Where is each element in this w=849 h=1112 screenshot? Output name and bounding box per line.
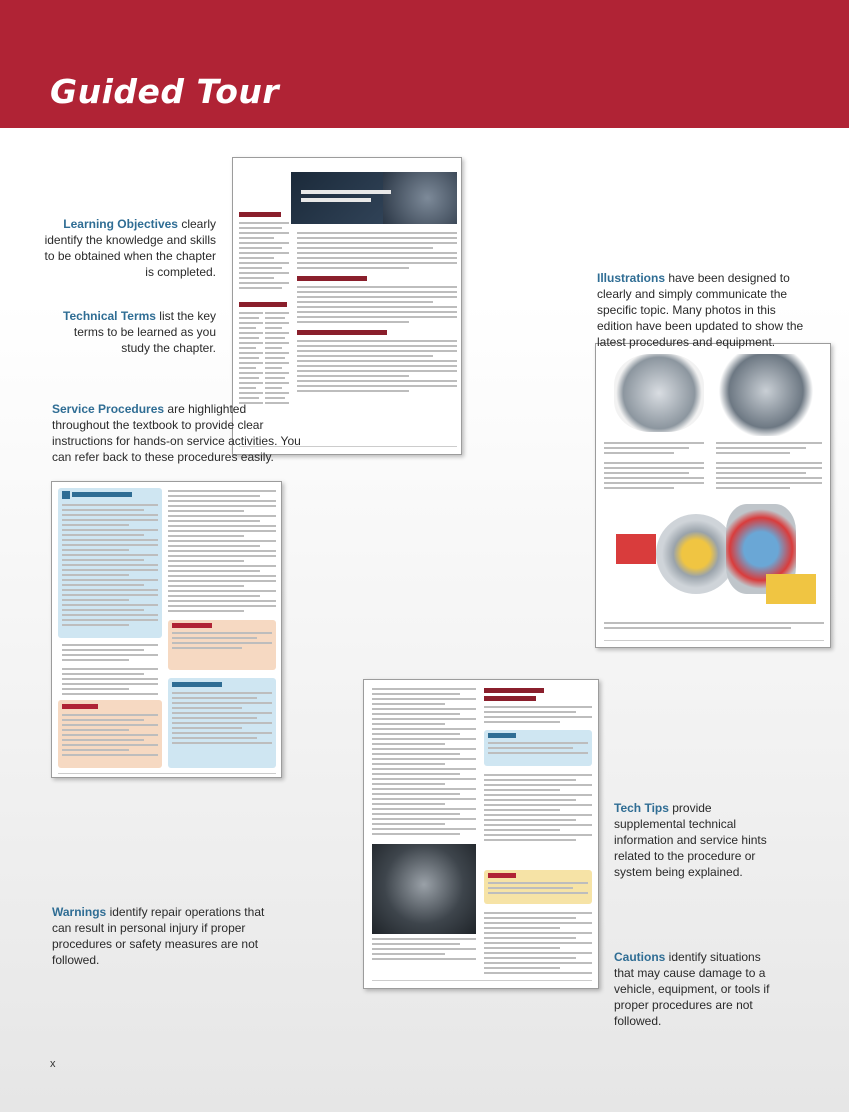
learning-objectives-term: Learning Objectives — [63, 217, 178, 231]
learning-objectives-text: clearly identify the knowledge and skills to be obtained when the chapter is completed. — [44, 217, 216, 279]
cautions-term: Cautions — [614, 950, 666, 964]
learning-objectives-callout — [44, 216, 216, 280]
illustrations-callout — [597, 270, 813, 350]
illustrations-term: Illustrations — [597, 271, 666, 285]
illustrations-text: have been designed to clearly and simply communicate the specific topic. Many photos in this edition have been updated to show the latest procedures and equipment. — [597, 271, 804, 349]
header-banner — [0, 0, 849, 128]
service-procedures-callout — [52, 401, 304, 465]
warnings-term: Warnings — [52, 905, 107, 919]
technical-terms-text: list the key terms to be learned as you study the chapter. — [73, 309, 216, 355]
cautions-callout — [614, 949, 780, 1029]
warnings-text: identify repair operations that can result in personal injury if proper procedures or safety measures are not followed. — [52, 905, 265, 967]
service-procedures-text: are highlighted throughout the textbook to provide clear instructions for hands-on service activities. You can refer back to these procedures easily. — [52, 402, 301, 464]
technical-terms-callout — [44, 308, 216, 356]
page-number: x — [50, 1058, 56, 1070]
tech-tips-text: provide supplemental technical information and service hints related to the procedure or system being explained. — [614, 801, 767, 879]
tech-tips-thumbnail — [363, 679, 599, 989]
illustrations-thumbnail — [595, 343, 831, 648]
tech-tips-term: Tech Tips — [614, 801, 669, 815]
service-procedures-thumbnail — [51, 481, 282, 778]
warnings-callout — [52, 904, 278, 968]
service-procedures-term: Service Procedures — [52, 402, 165, 416]
tech-tips-callout — [614, 800, 786, 880]
page-title: Guided Tour — [50, 72, 280, 111]
cautions-text: identify situations that may cause damage to a vehicle, equipment, or tools if proper procedures are not followed. — [614, 950, 770, 1028]
technical-terms-term: Technical Terms — [63, 309, 156, 323]
